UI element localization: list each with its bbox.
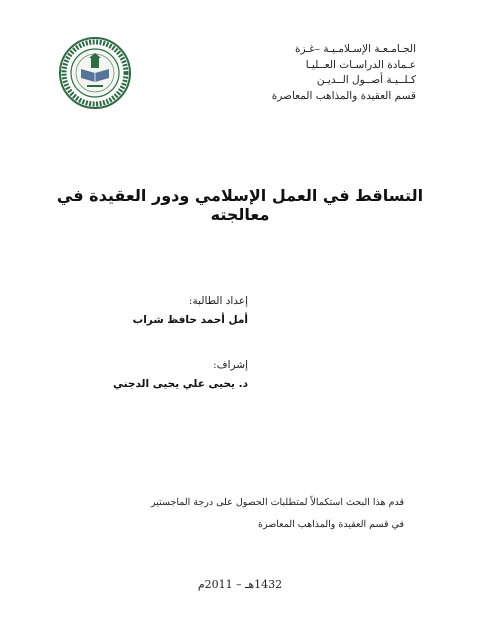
degree-note-line-2: في قسم العقيدة والمذاهب المعاصرة <box>258 519 404 530</box>
degree-note <box>104 492 404 536</box>
faculty-name: كـلــيـة أصــول الــديـن <box>316 74 416 86</box>
author-name: أمل أحمد حافظ شراب <box>132 314 248 326</box>
author-label: إعداد الطالبة: <box>188 295 248 307</box>
department-name: قسم العقيدة والمذاهب المعاصرة <box>271 89 416 102</box>
submission-date: 1432هـ – 2011م <box>197 578 283 591</box>
institution-header <box>246 42 416 104</box>
university-name: الجـامـعـة الإسـلامـيـة –غـزة <box>294 43 416 55</box>
supervisor-label: إشراف: <box>213 359 248 371</box>
university-seal-icon <box>58 36 132 110</box>
deanship-name: عـمادة الدراسـات العــليـا <box>305 58 416 71</box>
thesis-title: التساقط في العمل الإسلامي ودور العقيدة في معالجته <box>56 186 424 224</box>
degree-note-line-1: قدم هذا البحث استكمالاً لمتطلبات الحصول على درجة الماجستير <box>151 497 404 508</box>
supervisor-name: د. يحيى علي يحيى الدجني <box>112 378 248 390</box>
